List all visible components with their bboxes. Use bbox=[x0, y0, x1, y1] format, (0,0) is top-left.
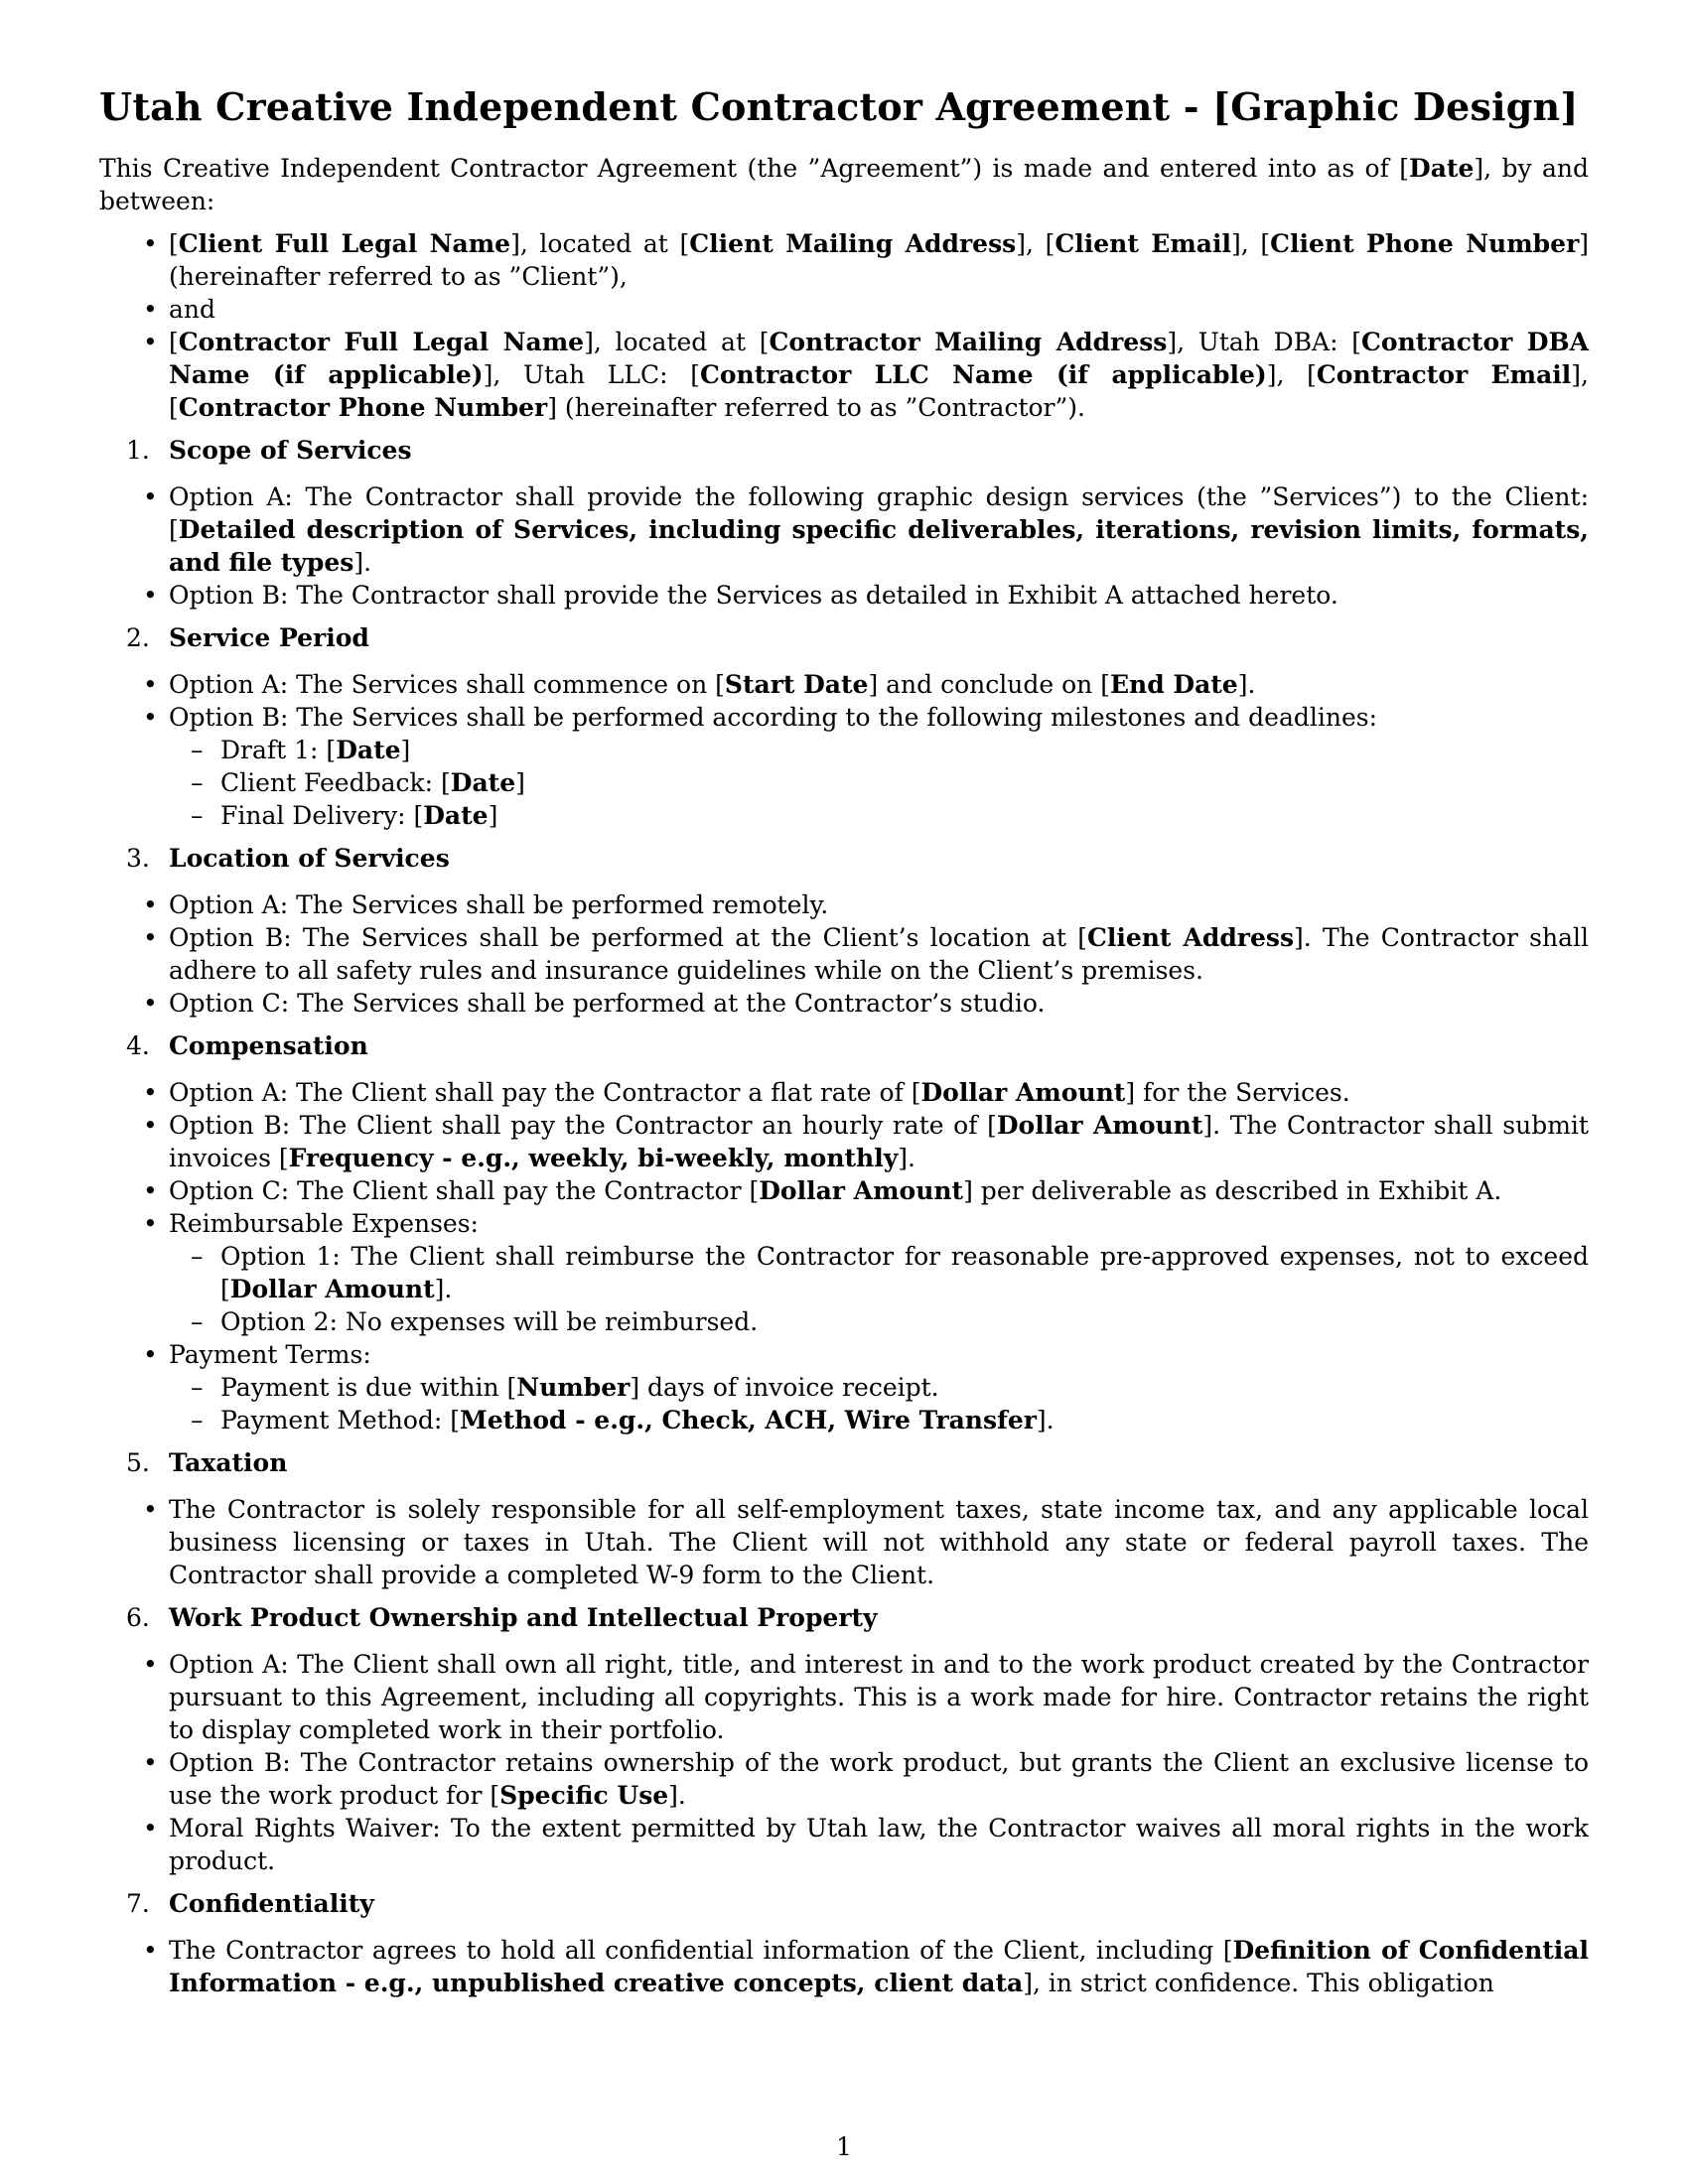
section-heading bbox=[99, 1029, 1589, 1062]
section-heading bbox=[99, 621, 1589, 654]
section-title: Scope of Services bbox=[169, 435, 412, 465]
option-item bbox=[169, 1934, 1589, 1999]
dollar-amount-placeholder: Dollar Amount bbox=[996, 1110, 1203, 1140]
option-text: Payment is due within [ bbox=[220, 1372, 517, 1402]
section-number: 7. bbox=[126, 1888, 150, 1918]
dollar-amount-placeholder: Dollar Amount bbox=[759, 1175, 964, 1205]
section-options bbox=[99, 480, 1589, 612]
date-placeholder: Date bbox=[336, 735, 401, 764]
start-date-placeholder: Start Date bbox=[724, 669, 869, 699]
milestone-list bbox=[169, 734, 1589, 832]
sub-option-item bbox=[220, 1404, 1589, 1436]
specific-use-placeholder: Specific Use bbox=[499, 1780, 669, 1810]
option-text: ]. The Contractor shall submit invoices [ bbox=[169, 1110, 1589, 1172]
section-heading bbox=[99, 1887, 1589, 1920]
parties-list bbox=[99, 227, 1589, 424]
client-email-placeholder: Client Email bbox=[1055, 228, 1231, 258]
option-end: ]. bbox=[1036, 1405, 1055, 1434]
sub-option-item bbox=[220, 1240, 1589, 1305]
option-text: Option B: The Client shall pay the Contractor an hourly rate of [ bbox=[169, 1110, 997, 1140]
contractor-email-placeholder: Contractor Email bbox=[1316, 359, 1572, 389]
dollar-amount-placeholder: Dollar Amount bbox=[229, 1274, 435, 1303]
client-suffix: ] (hereinafter referred to as ”Client”), bbox=[169, 228, 1590, 291]
sub-option-list bbox=[169, 1240, 1589, 1338]
section-number: 2. bbox=[126, 622, 150, 652]
contractor-located-text: ], located at [ bbox=[584, 327, 770, 356]
option-text: Option C: The Client shall pay the Contractor [ bbox=[169, 1175, 760, 1205]
page-number: 1 bbox=[836, 2132, 852, 2161]
milestone-label: Draft 1: [ bbox=[220, 735, 337, 764]
section-options bbox=[99, 888, 1589, 1020]
contractor-name-placeholder: Contractor Full Legal Name bbox=[178, 327, 585, 356]
option-text: Option A: The Client shall pay the Contractor a flat rate of [ bbox=[169, 1077, 921, 1107]
option-end: ] per deliverable as described in Exhibit A. bbox=[963, 1175, 1502, 1205]
party-contractor: • [Contractor Full Legal Name], located at [Contractor Mailing Address], Utah DBA: [Contractor DBA Name (if applicable)], Utah LLC: [Contractor LLC Name (if applicable)], [Contractor Email], [Contractor Phone Number] (hereinafter referred to as ”Contractor”). bbox=[169, 326, 1589, 424]
contractor-llc-placeholder: Contractor LLC Name (if applicable) bbox=[699, 359, 1267, 389]
contractor-address-placeholder: Contractor Mailing Address bbox=[769, 327, 1168, 356]
section-confidentiality bbox=[99, 1887, 1589, 1999]
option-text: Option B: The Contractor retains ownership of the work product, but grants the Client an exclusive license to use the work product for [ bbox=[169, 1747, 1589, 1810]
sub-option-item: – Option 2: No expenses will be reimbursed. bbox=[220, 1305, 1589, 1338]
option-text: Payment Terms: bbox=[169, 1339, 371, 1369]
sub-option-list bbox=[169, 1371, 1589, 1436]
option-item bbox=[169, 1207, 1589, 1338]
document-body bbox=[99, 152, 1589, 1999]
option-item: • Option C: The Services shall be performed at the Contractor’s studio. bbox=[169, 987, 1589, 1020]
section-number: 5. bbox=[126, 1447, 150, 1477]
section-heading bbox=[99, 842, 1589, 875]
section-number: 6. bbox=[126, 1602, 150, 1632]
option-item bbox=[169, 1174, 1589, 1207]
option-text: Option B: The Services shall be performed according to the following milestones and deadlines: bbox=[169, 702, 1378, 732]
section-taxation bbox=[99, 1446, 1589, 1591]
option-text: ] and conclude on [ bbox=[868, 669, 1110, 699]
option-item: • Option A: The Client shall own all right, title, and interest in and to the work product created by the Contractor pursuant to this Agreement, including all copyrights. This is a work made for hire. Contractor retains the right to display completed work in their portfolio. bbox=[169, 1648, 1589, 1746]
document-page bbox=[99, 84, 1589, 2009]
section-options bbox=[99, 1493, 1589, 1591]
section-title: Confidentiality bbox=[169, 1888, 374, 1918]
section-title: Service Period bbox=[169, 622, 369, 652]
option-item: • The Contractor is solely responsible for all self-employment taxes, state income tax, and any applicable local business licensing or taxes in Utah. The Client will not withhold any state or federal payroll taxes. The Contractor shall provide a completed W-9 form to the Client. bbox=[169, 1493, 1589, 1591]
option-item bbox=[169, 701, 1589, 832]
frequency-placeholder: Frequency - e.g., weekly, bi-weekly, monthly bbox=[288, 1143, 899, 1172]
section-heading bbox=[99, 434, 1589, 467]
section-service-period bbox=[99, 621, 1589, 832]
end-date-placeholder: End Date bbox=[1109, 669, 1238, 699]
option-end: ] days of invoice receipt. bbox=[630, 1372, 939, 1402]
option-text: Option A: The Services shall commence on [ bbox=[169, 669, 725, 699]
bracket-close: ] bbox=[488, 800, 498, 830]
option-item bbox=[169, 1076, 1589, 1109]
option-item: • Option A: The Services shall be performed remotely. bbox=[169, 888, 1589, 921]
section-options bbox=[99, 1076, 1589, 1436]
number-placeholder: Number bbox=[516, 1372, 631, 1402]
option-item bbox=[169, 480, 1589, 579]
section-title: Location of Services bbox=[169, 843, 450, 873]
option-item bbox=[169, 1338, 1589, 1436]
milestone-item bbox=[220, 734, 1589, 766]
option-item bbox=[169, 1746, 1589, 1812]
option-text: Reimbursable Expenses: bbox=[169, 1208, 479, 1238]
client-located-text: ], located at [ bbox=[510, 228, 690, 258]
section-title: Work Product Ownership and Intellectual Property bbox=[169, 1602, 878, 1632]
services-description-placeholder: Detailed description of Services, including specific deliverables, iterations, revision limits, formats, and file types bbox=[169, 514, 1589, 577]
option-end: ]. The Contractor shall adhere to all safety rules and insurance guidelines while on the Client’s premises. bbox=[169, 922, 1589, 985]
option-end: ]. bbox=[434, 1274, 453, 1303]
section-number: 4. bbox=[126, 1030, 150, 1060]
client-address-placeholder: Client Mailing Address bbox=[689, 228, 1017, 258]
option-text: Payment Method: [ bbox=[220, 1405, 461, 1434]
dollar-amount-placeholder: Dollar Amount bbox=[920, 1077, 1126, 1107]
bracket-close: ] bbox=[515, 767, 525, 797]
confidential-definition-placeholder: Definition of Confidential Information - e.g., unpublished creative concepts, client data bbox=[169, 1935, 1589, 1997]
section-ownership bbox=[99, 1601, 1589, 1877]
section-location bbox=[99, 842, 1589, 1020]
section-title: Taxation bbox=[169, 1447, 288, 1477]
section-compensation bbox=[99, 1029, 1589, 1436]
milestone-item bbox=[220, 799, 1589, 832]
date-placeholder: Date bbox=[450, 767, 516, 797]
payment-method-placeholder: Method - e.g., Check, ACH, Wire Transfer bbox=[460, 1405, 1037, 1434]
bracket-close: ] bbox=[400, 735, 411, 764]
section-number: 1. bbox=[126, 435, 150, 465]
intro-end: ], by and between: bbox=[99, 153, 1589, 215]
milestone-label: Final Delivery: [ bbox=[220, 800, 424, 830]
option-end: ]. bbox=[353, 547, 372, 577]
milestone-label: Client Feedback: [ bbox=[220, 767, 451, 797]
client-name-placeholder: Client Full Legal Name bbox=[178, 228, 511, 258]
option-end: ] for the Services. bbox=[1125, 1077, 1350, 1107]
party-and: • and bbox=[169, 293, 1589, 326]
intro-paragraph bbox=[99, 152, 1589, 217]
section-heading bbox=[99, 1446, 1589, 1479]
document-title: Utah Creative Independent Contractor Agreement - [Graphic Design] bbox=[99, 84, 1579, 129]
option-text: Option A: The Contractor shall provide the following graphic design services (the ”Services”) to the Client: [ bbox=[169, 481, 1589, 544]
option-end: ]. bbox=[898, 1143, 915, 1172]
option-item bbox=[169, 1109, 1589, 1174]
option-end: ]. bbox=[668, 1780, 686, 1810]
option-end: ]. bbox=[1237, 669, 1256, 699]
option-text: The Contractor agrees to hold all confidential information of the Client, including [ bbox=[169, 1935, 1233, 1965]
sections-list bbox=[99, 434, 1589, 1999]
section-number: 3. bbox=[126, 843, 150, 873]
sub-option-item bbox=[220, 1371, 1589, 1404]
intro-date-placeholder: Date bbox=[1409, 153, 1475, 183]
contractor-suffix: ] (hereinafter referred to as ”Contractor”). bbox=[547, 392, 1085, 422]
option-end: ], in strict confidence. This obligation bbox=[1023, 1968, 1494, 1997]
client-phone-placeholder: Client Phone Number bbox=[1270, 228, 1580, 258]
section-options bbox=[99, 1648, 1589, 1877]
option-item: • Moral Rights Waiver: To the extent permitted by Utah law, the Contractor waives all moral rights in the work product. bbox=[169, 1812, 1589, 1877]
option-item bbox=[169, 921, 1589, 987]
client-address-placeholder: Client Address bbox=[1086, 922, 1295, 952]
contractor-phone-placeholder: Contractor Phone Number bbox=[178, 392, 548, 422]
option-item: • Option B: The Contractor shall provide the Services as detailed in Exhibit A attached hereto. bbox=[169, 579, 1589, 612]
option-text: Option 1: The Client shall reimburse the Contractor for reasonable pre-approved expenses, not to exceed [ bbox=[220, 1241, 1589, 1303]
intro-text: This Creative Independent Contractor Agreement (the ”Agreement”) is made and entered into as of [ bbox=[99, 153, 1410, 183]
contractor-dba-placeholder: Contractor DBA Name (if applicable) bbox=[169, 327, 1590, 389]
option-item bbox=[169, 668, 1589, 701]
party-client: • [Client Full Legal Name], located at [Client Mailing Address], [Client Email], [Client Phone Number] (hereinafter referred to as ”Client”), bbox=[169, 227, 1589, 293]
section-title: Compensation bbox=[169, 1030, 368, 1060]
option-text: Option B: The Services shall be performed at the Client’s location at [ bbox=[169, 922, 1087, 952]
milestone-item bbox=[220, 766, 1589, 799]
section-options bbox=[99, 1934, 1589, 1999]
section-scope bbox=[99, 434, 1589, 612]
date-placeholder: Date bbox=[423, 800, 489, 830]
contractor-llc-label: ], Utah LLC: [ bbox=[483, 359, 700, 389]
section-heading bbox=[99, 1601, 1589, 1634]
section-options bbox=[99, 668, 1589, 832]
contractor-dba-label: ], Utah DBA: [ bbox=[1167, 327, 1362, 356]
